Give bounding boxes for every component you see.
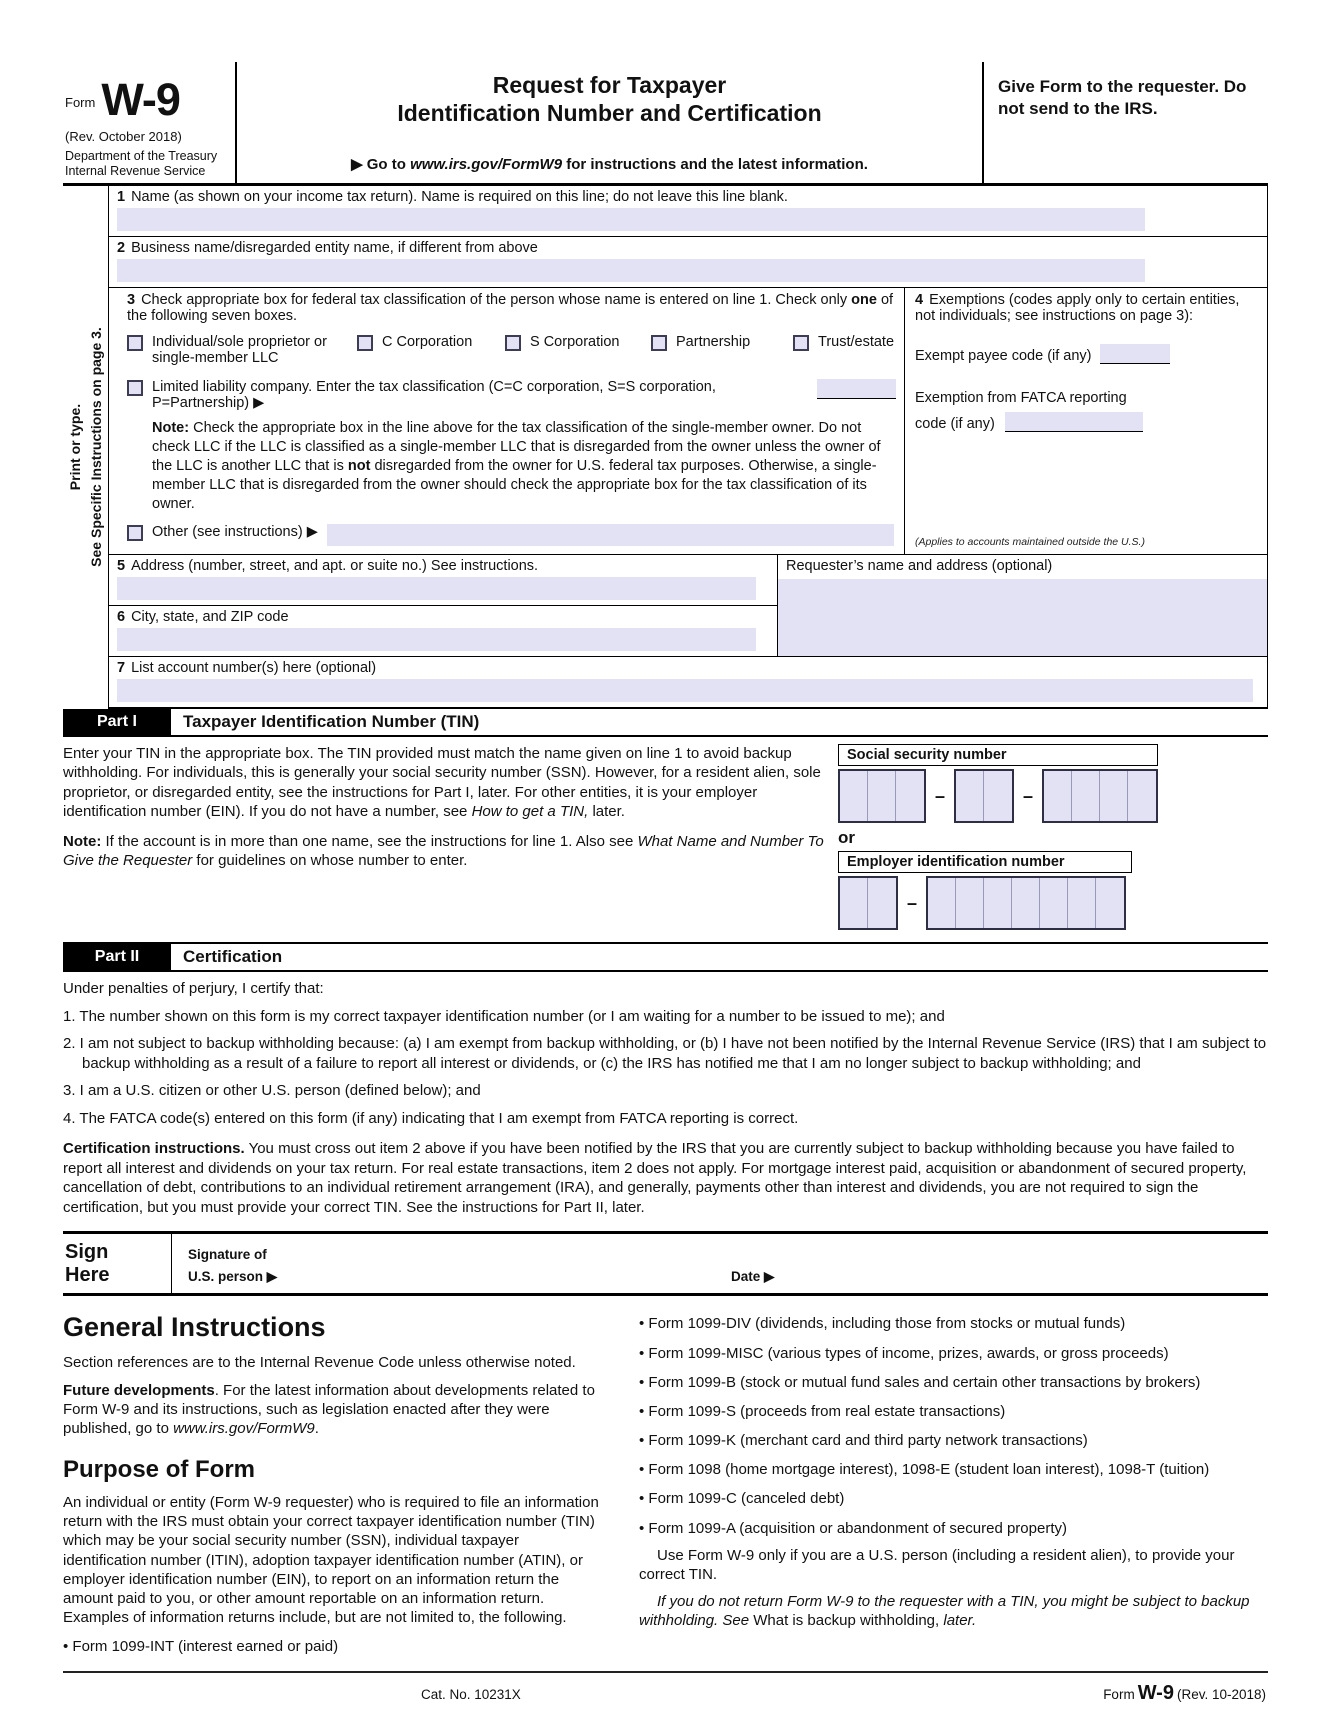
sign-here-row [63,1234,1268,1296]
line3-number: 3 [127,291,136,308]
bullet-1099-k: • Form 1099-K (merchant card and third party network transactions) [639,1432,1088,1450]
part2-header [63,944,1268,972]
form-word: Form [65,95,96,110]
other-input[interactable] [327,524,894,546]
agency-line: Internal Revenue Service [65,163,206,178]
catalog-number: Cat. No. 10231X [421,1686,521,1702]
individual-checkbox[interactable] [127,335,143,351]
certification-item-2: 2. I am not subject to backup withholding because: (a) I am exempt from backup withholding, or (b) I have not been notified by the Internal Revenue Service (IRS) that I am subject to backup withholding as a result of a failure to report all interest or dividends, or (c) the IRS has notified me that I am no longer subject to backup withholding; and [63,1035,1267,1072]
bullet-1099-c: • Form 1099-C (canceled debt) [639,1490,845,1508]
sidebar-vertical-text [63,186,108,710]
irs-url: www.irs.gov/FormW9 [410,155,563,173]
line1-number: 1 [117,188,126,205]
instructions-right-column [639,1312,1268,1656]
city-state-zip-input[interactable] [117,628,756,651]
line4-number: 4 [915,291,924,308]
form-title: Request for Taxpayer Identification Number and Certification [397,72,822,126]
ein-label: Employer identification number [838,851,1132,873]
line7-number: 7 [117,660,126,677]
ssn-dash2: – [1023,785,1034,806]
requester-label: Requester’s name and address (optional) [786,558,1053,575]
option-partnership [651,334,793,366]
certification-item-3: 3. I am a U.S. citizen or other U.S. person (defined below); and [63,1082,481,1100]
line3-line4-row [109,288,1267,556]
form-id-block [63,62,235,183]
line2-number: 2 [117,239,126,256]
option-individual [127,334,357,366]
option-c-corporation [357,334,505,366]
option-other [127,524,896,546]
option-llc [127,379,896,411]
certification-item-4: 4. The FATCA code(s) entered on this form (if any) indicating that I am exempt from FATCA reporting is correct. [63,1109,799,1127]
ssn-group3[interactable] [1042,769,1158,823]
ein-group2[interactable] [926,876,1126,930]
line7-row [109,657,1267,707]
or-label: or [838,828,855,848]
llc-note: Note: Check the appropriate box in the line above for the tax classification of the single-member owner. Do not check LLC if the LLC is classified as a single-member LLC that is disregarded from the owner unless the owner of the LLC is another LLC that is not disregarded from the owner for U.S. federal tax purposes. Otherwise, a single-member LLC that is disregarded from the owner should check the appropriate box for the tax classification of its owner. [152,419,881,512]
option-s-corporation [505,334,651,366]
c-corporation-checkbox[interactable] [357,335,373,351]
footer-form-id: Form W-9 (Rev. 10-2018) [1103,1681,1266,1704]
see-instructions-label: See Specific Instructions on page 3. [87,327,104,568]
bullet-1099-div: • Form 1099-DIV (dividends, including those from stocks or mutual funds) [639,1315,1126,1333]
line1-label: Name (as shown on your income tax return). Name is required on this line; do not leave this line blank. [131,188,788,205]
line5-label: Address (number, street, and apt. or suite no.) See instructions. [131,558,539,575]
signature-label-line2: U.S. person ▶ [188,1268,278,1284]
tin-note: Note: If the account is in more than one name, see the instructions for line 1. Also see What Name and Number To Give the Requester for guidelines on whose number to enter. [63,832,824,870]
goto-instruction: ▶ Go to www.irs.gov/FormW9 for instructions and the latest information. [351,155,868,173]
tin-paragraph: Enter your TIN in the appropriate box. The TIN provided must match the name given on line 1 to avoid backup withholding. For individuals, this is generally your social security number (SSN). However, for a resident alien, sole proprietor, or disregarded entity, see the instructions for Part I, later. For other entities, it is your employer identification number (EIN). If you do not have a number, see How to get a TIN, later. [63,745,821,820]
form-title-block [235,62,984,183]
bullet-1099-misc: • Form 1099-MISC (various types of income, prizes, awards, or gross proceeds) [639,1344,1169,1362]
form-body [66,186,1268,710]
line6-cell [109,606,777,656]
applies-note: (Applies to accounts maintained outside the U.S.) [915,536,1145,549]
tin-boxes [828,744,1268,930]
name-input[interactable] [117,208,1145,231]
individual-label: Individual/sole proprietor or single-member LLC [152,333,327,366]
purpose-of-form-title: Purpose of Form [63,1456,256,1484]
instructions-left-column [63,1312,603,1656]
ssn-label: Social security number [838,744,1158,766]
line4-cell [905,288,1267,555]
ssn-group2[interactable] [954,769,1014,823]
part2-badge: Part II [63,944,171,970]
llc-classification-input[interactable] [817,379,896,399]
form-number: W-9 [101,74,180,125]
field-grid [108,186,1268,710]
general-instructions [63,1296,1268,1656]
line2-row [109,237,1267,288]
signature-field[interactable] [171,1234,731,1293]
signature-label-line1: Signature of [188,1247,267,1263]
business-name-input[interactable] [117,259,1145,282]
requester-input[interactable] [778,579,1267,656]
fatca-label-line2: code (if any) [915,415,995,432]
page-footer [63,1671,1268,1709]
certification-item-1: 1. The number shown on this form is my correct taxpayer identification number (or I am waiting for a number to be issued to me); and [63,1007,945,1025]
trust-estate-label: Trust/estate [818,333,895,350]
department-line: Department of the Treasury [65,149,218,163]
line3-cell [109,288,905,555]
part1-body [63,737,1268,944]
line6-label: City, state, and ZIP code [131,609,289,626]
part1-instructions [63,744,828,930]
exempt-payee-input[interactable] [1100,344,1170,364]
partnership-label: Partnership [676,333,751,350]
give-form-note: Give Form to the requester. Do not send to the IRS. [998,77,1247,119]
c-corporation-label: C Corporation [382,333,473,350]
other-checkbox[interactable] [127,525,143,541]
bullet-1098: • Form 1098 (home mortgage interest), 1098-E (student loan interest), 1098-T (tuition) [639,1461,1210,1479]
use-form-paragraph: Use Form W-9 only if you are a U.S. person (including a resident alien), to provide your correct TIN. [639,1546,1235,1583]
account-numbers-input[interactable] [117,679,1253,702]
backup-withholding-paragraph: If you do not return Form W-9 to the requester with a TIN, you might be subject to backup withholding. See What is backup withholding, later. [639,1593,1250,1630]
partnership-checkbox[interactable] [651,335,667,351]
certification-intro: Under penalties of perjury, I certify that: [63,980,324,998]
ein-input [838,876,1268,930]
s-corporation-label: S Corporation [530,333,620,350]
purpose-paragraph: An individual or entity (Form W-9 requester) who is required to file an information return with the IRS must obtain your correct taxpayer identification number (TIN) which may be your social security number (SSN), individual taxpayer identification number (ITIN), adoption taxpayer identification number (ATIN), or employer identification number (EIN), to report on an information return the amount paid to you, or other amount reportable on an information return. Examples of information returns include, but are not limited to, the following. [63,1494,599,1627]
form-header [63,62,1268,186]
line4-label: Exemptions (codes apply only to certain entities, not individuals; see instructions on page 3): [915,291,1240,324]
llc-label: Limited liability company. Enter the tax classification (C=C corporation, S=S corporation, P=Partnership) ▶ [152,378,716,411]
line7-label: List account number(s) here (optional) [131,660,377,677]
certification-instructions: Certification instructions. You must cross out item 2 above if you have been notified by the IRS that you are currently subject to backup withholding because you have failed to report all interest and dividends on your tax return. For real estate transactions, item 2 does not apply. For mortgage interest paid, acquisition or abandonment of secured property, cancellation of debt, contributions to an individual retirement arrangement (IRA), and generally, payments other than interest and dividends, you are not required to sign the certification, but you must provide your correct TIN. See the instructions for Part II, later. [63,1140,1247,1216]
address-input[interactable] [117,577,756,600]
trust-estate-checkbox[interactable] [793,335,809,351]
bullet-1099-b: • Form 1099-B (stock or mutual fund sales and certain other transactions by brokers) [639,1373,1201,1391]
part2-body [63,972,1268,1234]
bullet-1099-a: • Form 1099-A (acquisition or abandonment of secured property) [639,1519,1067,1537]
llc-checkbox[interactable] [127,380,143,396]
ein-dash: – [907,892,918,913]
future-developments: Future developments. For the latest information about developments related to Form W-9 and its instructions, such as legislation enacted after they were published, go to www.irs.gov/FormW9. [63,1381,595,1437]
part1-header [63,709,1268,737]
ssn-group1[interactable] [838,769,926,823]
general-instructions-title: General Instructions [63,1312,326,1343]
part2-title: Certification [183,947,283,967]
line1-row [109,186,1267,237]
fatca-code-input[interactable] [1005,412,1143,432]
fatca-label-line1: Exemption from FATCA reporting [915,389,1127,406]
part1-badge: Part I [63,709,171,735]
sign-here-label: Sign Here [65,1241,110,1286]
line5-cell [109,555,777,606]
bullet-1099-s: • Form 1099-S (proceeds from real estate transactions) [639,1402,1006,1420]
line3-label: Check appropriate box for federal tax classification of the person whose name is entered on line 1. Check only one of the following seven boxes. [127,291,894,324]
other-label: Other (see instructions) ▶ [152,524,318,541]
irs-url-2: www.irs.gov/FormW9 [173,1419,315,1437]
form-revision: (Rev. October 2018) [65,129,182,144]
bullet-1099-int: • Form 1099-INT (interest earned or paid) [63,1638,339,1656]
line6-number: 6 [117,609,126,626]
date-field[interactable]: Date ▶ [731,1269,775,1285]
requester-cell [777,555,1267,656]
line2-label: Business name/disregarded entity name, if different from above [131,239,538,256]
ssn-dash1: – [935,785,946,806]
tax-classification-options [127,334,896,366]
print-or-type-label: Print or type. [66,404,83,491]
ein-group1[interactable] [838,876,898,930]
s-corporation-checkbox[interactable] [505,335,521,351]
line5-number: 5 [117,558,126,575]
section-references: Section references are to the Internal Revenue Code unless otherwise noted. [63,1354,576,1372]
part1-title: Taxpayer Identification Number (TIN) [183,712,480,732]
ssn-input [838,769,1268,823]
exempt-payee-label: Exempt payee code (if any) [915,347,1092,364]
option-trust-estate [793,334,894,366]
line5-line6-row [109,555,1267,657]
